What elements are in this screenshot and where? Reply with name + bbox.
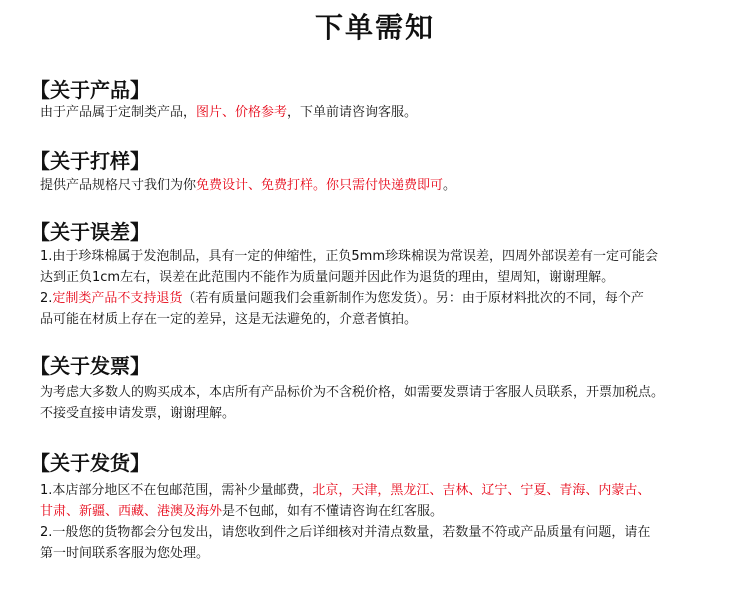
section-heading-product: 【关于产品】 bbox=[30, 78, 150, 102]
sample-text-b: 。 bbox=[443, 178, 457, 193]
section-heading-shipping: 【关于发货】 bbox=[30, 451, 150, 475]
product-text-b: ，下单前请咨询客服。 bbox=[287, 105, 418, 120]
sample-text-highlight: 免费设计、免费打样。你只需付快递费即可 bbox=[196, 178, 444, 193]
section-body-product bbox=[40, 102, 730, 123]
section-heading-tolerance: 【关于误差】 bbox=[30, 220, 150, 244]
section-heading-invoice: 【关于发票】 bbox=[30, 354, 150, 378]
tolerance-p2-rest: （若有质量问题我们会重新制作为您发货）。另：由于原材料批次的不同，每个产 bbox=[182, 291, 644, 306]
shipping-p2-line1: 2.一般您的货物都会分包发出，请您收到件之后详细核对并清点数量，若数量不符或产品质量有问题，请在 bbox=[40, 525, 651, 540]
tolerance-p1-line2: 达到正负1cm左右，误差在此范围内不能作为质量问题并因此作为退货的理由，望周知，谢谢理解。 bbox=[40, 270, 615, 285]
shipping-p1-regions-1: 北京，天津，黑龙江、吉林、辽宁、宁夏、青海、内蒙古、 bbox=[312, 483, 651, 498]
shipping-p1-regions-2: 甘肃、新疆、西藏、港澳及海外 bbox=[40, 504, 223, 519]
page-title: 下单需知 bbox=[314, 11, 435, 44]
shipping-p1-prefix: 1.本店部分地区不在包邮范围，需补少量邮费， bbox=[40, 483, 313, 498]
shipping-p1-line1 bbox=[40, 480, 730, 501]
shipping-p2-line2: 第一时间联系客服为您处理。 bbox=[40, 546, 210, 561]
tolerance-p2-highlight: 定制类产品不支持退货 bbox=[52, 291, 183, 306]
product-text-a: 由于产品属于定制类产品， bbox=[40, 105, 197, 120]
section-body-invoice bbox=[40, 382, 730, 424]
invoice-line1: 为考虑大多数人的购买成本，本店所有产品标价为不含税价格，如需要发票请于客服人员联系，开票加税点。 bbox=[40, 385, 665, 400]
tolerance-p2-line2: 品可能在材质上存在一定的差异，这是无法避免的，介意者慎拍。 bbox=[40, 312, 418, 327]
tolerance-p2-prefix: 2. bbox=[40, 291, 53, 306]
tolerance-p1-line1: 1.由于珍珠棉属于发泡制品，具有一定的伸缩性，正负5mm珍珠棉误为常误差，四周外部误差有一定可能会 bbox=[40, 249, 659, 264]
section-body-tolerance bbox=[40, 246, 730, 330]
section-body-sample bbox=[40, 175, 730, 196]
invoice-line2: 不接受直接申请发票，谢谢理解。 bbox=[40, 406, 236, 421]
section-body-shipping bbox=[40, 480, 730, 564]
product-text-highlight: 图片、价格参考 bbox=[196, 105, 288, 120]
tolerance-p2-line1 bbox=[40, 288, 730, 309]
section-heading-sample: 【关于打样】 bbox=[30, 149, 150, 173]
sample-text-a: 提供产品规格尺寸我们为你 bbox=[40, 178, 197, 193]
shipping-p1-rest: 是不包邮，如有不懂请咨询在红客服。 bbox=[222, 504, 444, 519]
shipping-p1-line2 bbox=[40, 501, 730, 522]
